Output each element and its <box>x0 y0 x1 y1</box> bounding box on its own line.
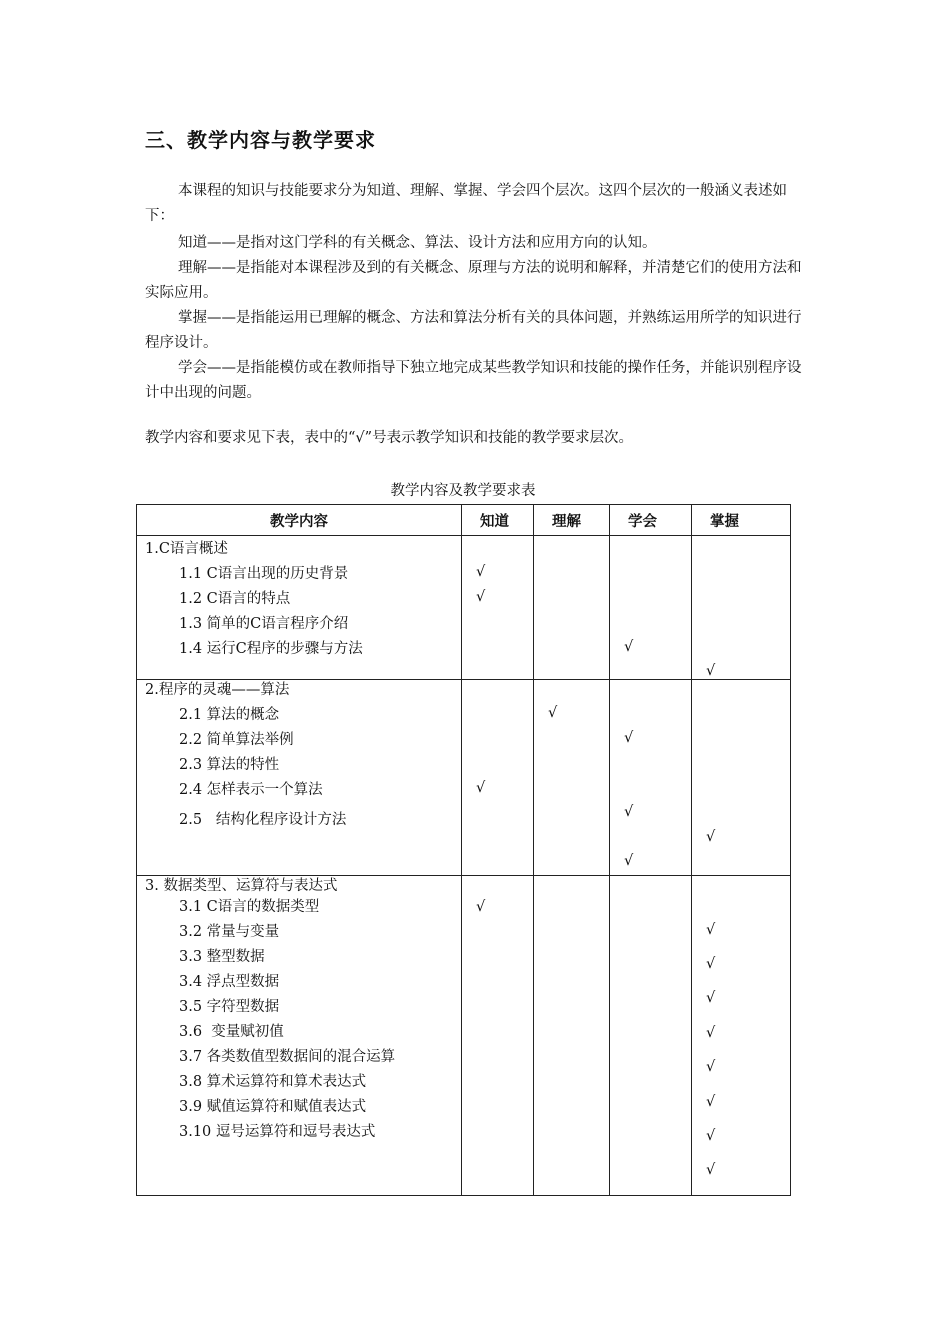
list-item: 3.8 算术运算符和算术表达式 <box>179 1074 367 1090</box>
header-know: 知道 <box>462 505 534 536</box>
check-mark: √ <box>706 1059 716 1075</box>
list-item: 1.1 C语言出现的历史背景 <box>179 566 349 582</box>
check-mark: √ <box>706 663 716 679</box>
list-item: 2.1 算法的概念 <box>179 707 280 723</box>
learn-cell <box>610 536 692 680</box>
check-mark: √ <box>706 829 716 845</box>
check-mark: √ <box>476 589 486 605</box>
master-cell <box>692 680 791 876</box>
list-item: 3.3 整型数据 <box>179 949 265 965</box>
list-item: 3.5 字符型数据 <box>179 999 280 1015</box>
content-cell <box>137 536 462 680</box>
group-title: 3. 数据类型、运算符与表达式 <box>145 878 338 894</box>
list-item: 1.4 运行C程序的步骤与方法 <box>179 641 363 657</box>
content-cell <box>137 876 462 1196</box>
table-caption: 教学内容及教学要求表 <box>390 483 536 499</box>
check-mark: √ <box>624 853 634 869</box>
section-heading: 三、教学内容与教学要求 <box>145 128 376 152</box>
group-title: 2.程序的灵魂——算法 <box>145 682 290 698</box>
content-cell <box>137 680 462 876</box>
list-item: 3.10 逗号运算符和逗号表达式 <box>179 1124 376 1140</box>
list-item: 2.5 结构化程序设计方法 <box>179 812 347 828</box>
check-mark: √ <box>624 639 634 655</box>
check-mark: √ <box>706 1094 716 1110</box>
know-cell <box>462 680 534 876</box>
check-mark: √ <box>706 1025 716 1041</box>
definition-learn: 学会——是指能模仿或在教师指导下独立地完成某些教学知识和技能的操作任务，并能识别程序设计中出现的问题。 <box>145 360 802 401</box>
group-title: 1.C语言概述 <box>145 541 228 557</box>
list-item: 3.7 各类数值型数据间的混合运算 <box>179 1049 396 1065</box>
learn-cell <box>610 680 692 876</box>
table-note: 教学内容和要求见下表，表中的“√”号表示教学知识和技能的教学要求层次。 <box>145 430 634 446</box>
header-learn: 学会 <box>610 505 692 536</box>
check-mark: √ <box>706 990 716 1006</box>
check-mark: √ <box>624 730 634 746</box>
check-mark: √ <box>476 899 486 915</box>
header-content: 教学内容 <box>137 505 462 536</box>
header-understand: 理解 <box>534 505 610 536</box>
understand-cell <box>534 876 610 1196</box>
table-row <box>137 876 791 1196</box>
list-item: 2.2 简单算法举例 <box>179 732 294 748</box>
check-mark: √ <box>706 1128 716 1144</box>
list-item: 2.3 算法的特性 <box>179 757 280 773</box>
check-mark: √ <box>706 1162 716 1178</box>
check-mark: √ <box>476 564 486 580</box>
definition-know: 知道——是指对这门学科的有关概念、算法、设计方法和应用方向的认知。 <box>178 235 657 251</box>
definition-understand: 理解——是指能对本课程涉及到的有关概念、原理与方法的说明和解释，并清楚它们的使用方法和实际应用。 <box>145 260 802 301</box>
master-cell <box>692 876 791 1196</box>
header-master: 掌握 <box>692 505 791 536</box>
list-item: 2.4 怎样表示一个算法 <box>179 782 323 798</box>
list-item: 1.3 简单的C语言程序介绍 <box>179 616 349 632</box>
understand-cell <box>534 536 610 680</box>
know-cell <box>462 876 534 1196</box>
table-row <box>137 680 791 876</box>
check-mark: √ <box>706 956 716 972</box>
list-item: 1.2 C语言的特点 <box>179 591 291 607</box>
check-mark: √ <box>706 922 716 938</box>
list-item: 3.6 变量赋初值 <box>179 1024 284 1040</box>
intro-paragraph: 本课程的知识与技能要求分为知道、理解、掌握、学会四个层次。这四个层次的一般涵义表述如下： <box>145 183 787 224</box>
learn-cell <box>610 876 692 1196</box>
master-cell <box>692 536 791 680</box>
table-row <box>137 536 791 680</box>
definition-master: 掌握——是指能运用已理解的概念、方法和算法分析有关的具体问题，并熟练运用所学的知识进行程序设计。 <box>145 310 802 351</box>
list-item: 3.1 C语言的数据类型 <box>179 899 320 915</box>
check-mark: √ <box>476 780 486 796</box>
list-item: 3.2 常量与变量 <box>179 924 280 940</box>
list-item: 3.9 赋值运算符和赋值表达式 <box>179 1099 367 1115</box>
requirements-table <box>136 504 791 1196</box>
check-mark: √ <box>548 705 558 721</box>
know-cell <box>462 536 534 680</box>
understand-cell <box>534 680 610 876</box>
check-mark: √ <box>624 804 634 820</box>
list-item: 3.4 浮点型数据 <box>179 974 280 990</box>
table-header-row <box>137 505 791 536</box>
